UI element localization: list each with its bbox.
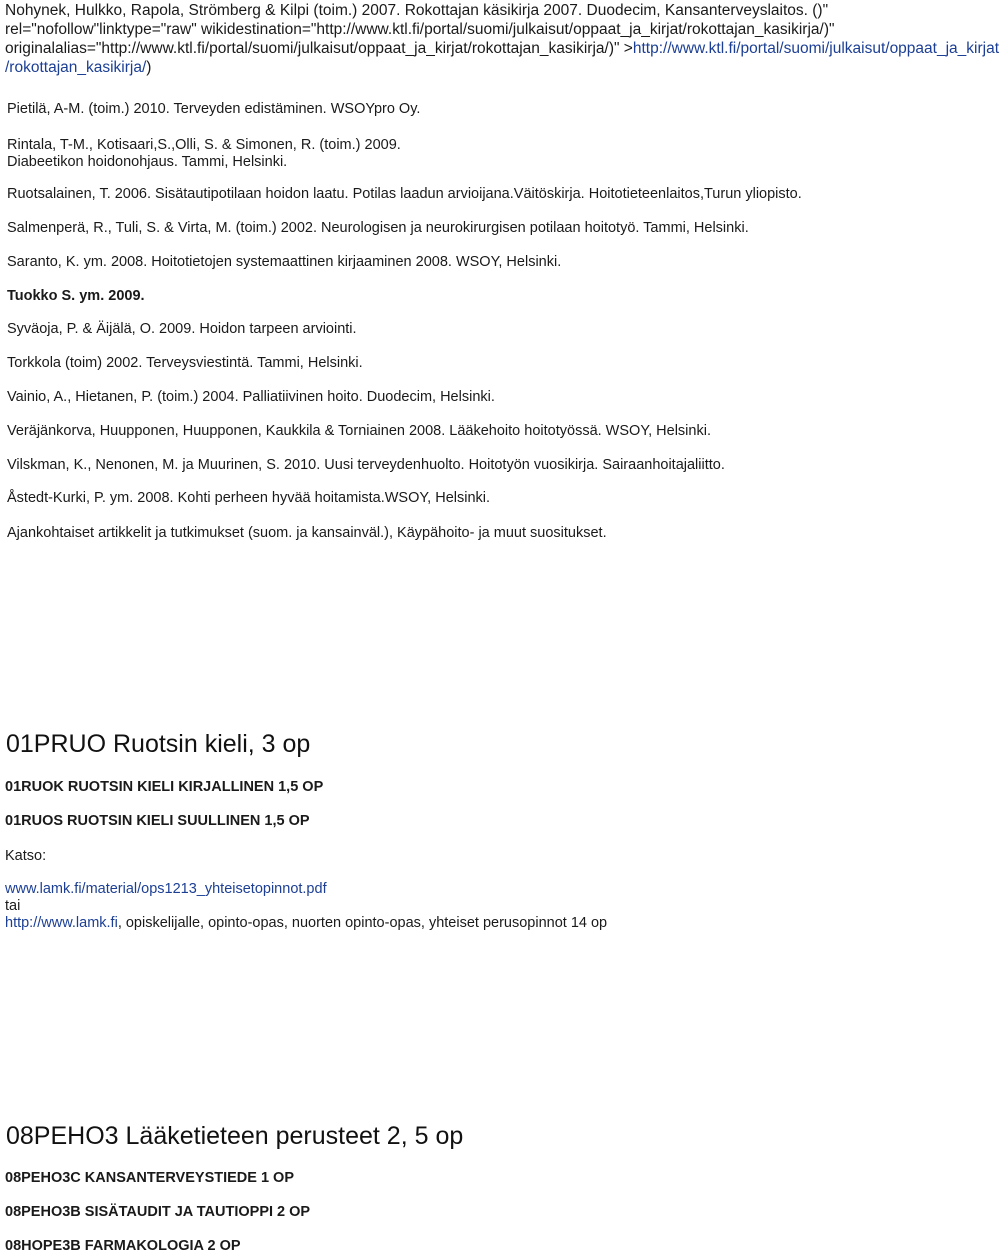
tai-label: tai <box>5 898 21 914</box>
reference-item: Veräjänkorva, Huupponen, Huupponen, Kaukkila & Torniainen 2008. Lääkehoito hoitotyössä. WSOY, Helsinki. <box>7 423 711 439</box>
lamk-pdf-link-line <box>5 881 327 898</box>
reference-item: Diabeetikon hoidonohjaus. Tammi, Helsinki. <box>7 154 288 170</box>
reference-item: Åstedt-Kurki, P. ym. 2008. Kohti perheen hyvää hoitamista.WSOY, Helsinki. <box>7 490 491 506</box>
section-heading-ruotsin-kieli: 01PRUO Ruotsin kieli, 3 op <box>6 730 311 758</box>
citation-line-2: rel="nofollow"linktype="raw" wikidestination="http://www.ktl.fi/portal/suomi/julkaisut/oppaat_ja_kirjat/rokottajan_kasikirja/)" <box>5 21 835 38</box>
lamk-site-link[interactable]: http://www.lamk.fi <box>5 915 118 931</box>
ktl-link-part-2[interactable]: /rokottajan_kasikirja/ <box>5 59 147 76</box>
reference-item: Salmenperä, R., Tuli, S. & Virta, M. (toim.) 2002. Neurologisen ja neurokirurgisen potilaan hoitotyö. Tammi, Helsinki. <box>7 220 749 236</box>
citation-line-3 <box>5 40 999 58</box>
course-subheading: 08PEHO3B SISÄTAUDIT JA TAUTIOPPI 2 OP <box>5 1204 311 1220</box>
citation-line-1: Nohynek, Hulkko, Rapola, Strömberg & Kilpi (toim.) 2007. Rokottajan käsikirja 2007. Duodecim, Kansanterveyslaitos. ()" <box>5 2 829 19</box>
reference-item: Syväoja, P. & Äijälä, O. 2009. Hoidon tarpeen arviointi. <box>7 321 357 337</box>
reference-item: Vainio, A., Hietanen, P. (toim.) 2004. Palliatiivinen hoito. Duodecim, Helsinki. <box>7 389 495 405</box>
reference-item: Vilskman, K., Nenonen, M. ja Muurinen, S. 2010. Uusi terveydenhuolto. Hoitotyön vuosikirja. Sairaanhoitajaliitto. <box>7 457 725 473</box>
katso-label: Katso: <box>5 848 47 864</box>
reference-item: Pietilä, A-M. (toim.) 2010. Terveyden edistäminen. WSOYpro Oy. <box>7 101 421 117</box>
section-heading-laaketieteen-perusteet: 08PEHO3 Lääketieteen perusteet 2, 5 op <box>6 1122 464 1150</box>
reference-item: Torkkola (toim) 2002. Terveysviestintä. Tammi, Helsinki. <box>7 355 363 371</box>
reference-item: Ajankohtaiset artikkelit ja tutkimukset (suom. ja kansainväl.), Käypähoito- ja muut suositukset. <box>7 525 607 541</box>
reference-item: Saranto, K. ym. 2008. Hoitotietojen systemaattinen kirjaaminen 2008. WSOY, Helsinki. <box>7 254 562 270</box>
lamk-site-line <box>5 915 607 932</box>
lamk-site-description: , opiskelijalle, opinto-opas, nuorten opinto-opas, yhteiset perusopinnot 14 op <box>117 915 608 931</box>
reference-item: Ruotsalainen, T. 2006. Sisätautipotilaan hoidon laatu. Potilas laadun arvioijana.Väitöskirja. Hoitotieteenlaitos,Turun yliopisto. <box>7 186 802 202</box>
lamk-pdf-link[interactable]: www.lamk.fi/material/ops1213_yhteisetopinnot.pdf <box>5 881 327 897</box>
reference-item: Tuokko S. ym. 2009. <box>7 288 145 304</box>
course-subheading: 01RUOS RUOTSIN KIELI SUULLINEN 1,5 OP <box>5 813 310 829</box>
citation-line-3-text: originalalias="http://www.ktl.fi/portal/suomi/julkaisut/oppaat_ja_kirjat/rokottajan_kasikirja/)" > <box>5 40 633 57</box>
course-subheading: 01RUOK RUOTSIN KIELI KIRJALLINEN 1,5 OP <box>5 779 324 795</box>
reference-item: Rintala, T-M., Kotisaari,S.,Olli, S. & Simonen, R. (toim.) 2009. <box>7 137 401 153</box>
ktl-link-part-1[interactable]: http://www.ktl.fi/portal/suomi/julkaisut/oppaat_ja_kirjat <box>632 40 999 57</box>
citation-line-4 <box>5 59 151 77</box>
citation-line-4-tail: ) <box>146 59 152 76</box>
course-subheading: 08PEHO3C KANSANTERVEYSTIEDE 1 OP <box>5 1170 295 1186</box>
course-subheading: 08HOPE3B FARMAKOLOGIA 2 OP <box>5 1238 241 1254</box>
